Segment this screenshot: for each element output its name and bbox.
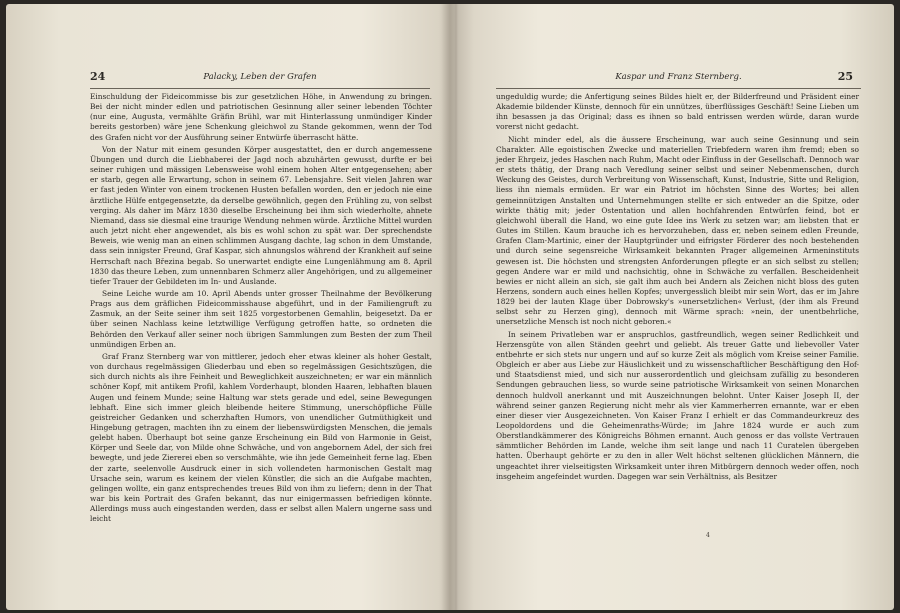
book-gutter: [438, 4, 474, 610]
right-running-head: [496, 72, 861, 86]
left-page-number: 24: [90, 70, 106, 83]
paragraph: Einschuldung der Fideicommisse bis zur gesetzlichen Höhe, in Anwendung zu bringen. Bei der nicht minder edlen und patriotischen Gesinnung aller seiner lebenden Töchter (nur eine, Augusta, vermählte Gräfin Brühl, war mit Hinterlassung unmündiger Kinder bereits gestorben) wäre jene Schenkung gleichwol zu Stande gekommen, wenn der Tod des Grafen nicht vor der Ausführung seiner Entwürfe überrascht hätte.: [90, 92, 432, 142]
paragraph: Seine Leiche wurde am 10. April Abends unter grosser Theilnahme der Bevölkerung Prags aus dem gräflichen Fideicommisshause abgeführt, und in der Familiengruft zu Zasmuk, an der Seite seiner ihm seit 1825 vorgestorbenen Gemahlin, beigesetzt. Da er über seinen Nachlass keine letztwillige Verfügung getroffen hatte, so ordneten die Behörden den Verkauf aller seiner noch übrigen Sammlungen zum Besten der zum Theil unmündigen Erben an.: [90, 288, 432, 349]
left-page-body: [90, 92, 432, 525]
paragraph: Nicht minder edel, als die äussere Erscheinung, war auch seine Gesinnung und sein Charakter. Alle egoistischen Zwecke und materiellen Triebfedern waren ihm fremd; eben so jeder Ehrgeiz, jedes Haschen nach Ruhm, Macht oder Einfluss in der Gesellschaft. Dennoch war er stets thätig, der Drang nach Veredlung seiner selbst und seiner Nebenmenschen, durch Weckung des Geistes, durch Verbreitung von Wissenschaft, Kunst, Industrie, Sitte und Religion, liess ihn niemals ermüden. Er war ein Patriot im höchsten Sinne des Wortes; bei allen gemeinnützigen Anstalten und Unternehmungen stellte er sich entweder an die Spitze, oder wirkte thätig mit; jeder Ostentation und allen hochfahrenden Entwürfen feind, bot er gleichwohl überall die Hand, wo eine gute Idee ins Werk zu setzen war; am liebsten that er Gutes im Stillen. Kaum brauche ich es hervorzuheben, dass er, neben seinem edlen Freunde, Grafen Clam-Martinic, einer der Hauptgründer und eifrigster Förderer des noch bestehenden und durch seine segensreiche Wirksamkeit bekannten Prager allgemeinen Armeninstituts gewesen ist. Die höchsten und strengsten Anforderungen pflegte er an sich selbst zu stellen; gegen Andere war er mild und nachsichtig, ohne in Schwäche zu verfallen. Bescheidenheit bewies er nicht allein an sich, sie galt ihm auch bei Andern als Zeichen nicht bloss des guten Herzens, sondern auch eines hellen Kopfes; unvergesslich bleibt mir sein Wort, das er im Jahre 1829 bei der lauten Klage über Dobrowsky's »unersetzlichen« Verlust, (der ihm als Freund selbst sehr zu Herzen ging), dennoch mit Wärme sprach: »nein, der unentbehrliche, unersetzliche Mensch ist noch nicht geboren.«: [496, 134, 859, 327]
left-page: [28, 4, 438, 610]
right-page-number: 25: [837, 70, 853, 83]
signature-mark: 4: [706, 532, 710, 539]
left-running-head: [90, 72, 430, 86]
paragraph: Von der Natur mit einem gesunden Körper ausgestattet, den er durch angemessene Übungen und durch die Liebhaberei der Jagd noch abzuhärten gewusst, durfte er bei seiner ruhigen und mässigen Lebensweise wohl einem hohen Alter entgegensehen; aber er starb, gegen alle Erwartung, schon in seinem 67. Lebensjahre. Seit vielen Jahren war er fast jeden Winter von einem trockenen Husten befallen worden, den er jedoch nie eine ärztliche Hülfe entgegensetzte, da derselbe gewöhnlich, gegen den Frühling zu, von selbst verging. Als daher im März 1830 dieselbe Erscheinung bei ihm sich wiederholte, ahnete Niemand, dass sie diesmal eine traurige Wendung nehmen würde. Ärztliche Mittel wurden auch jetzt nicht eher angewendet, als bis es wohl schon zu spät war. Der sprechendste Beweis, wie wenig man an einen schlimmen Ausgang dachte, lag schon in dem Umstande, dass sein innigster Freund, Graf Kaspar, sich ahnungslos während der Krankheit auf seine Herrschaft nach Březina begab. So unerwartet endigte eine Lungenlähmung am 8. April 1830 das theure Leben, zum unnennbaren Schmerz aller Angehörigen, und zu allgemeiner tiefer Trauer der Gebildeten im In- und Auslande.: [90, 144, 432, 286]
paragraph: In seinem Privatleben war er anspruchlos, gastfreundlich, wegen seiner Redlichkeit und Herzensgüte von allen Ständen geehrt und geliebt. Als treuer Gatte und liebevoller Vater entbehrte er sich stets nur ungern und auf so kurze Zeit als möglich vom Kreise seiner Familie. Obgleich er aber aus Liebe zur Häuslichkeit und zu wissenschaftlicher Beschäftigung den Hof- und Staatsdienst mied, und sich nur ausserordentlich und gleichsam zufällig zu besonderen Sendungen gebrauchen liess, so wurde seine patriotische Wirksamkeit von seinen Monarchen dennoch huldvoll anerkannt und mit Auszeichnungen belohnt. Unter Kaiser Joseph II, der während seiner ganzen Regierung nicht mehr als vier Kammerherren ernannte, war er eben einer dieser vier Ausgezeichneten. Von Kaiser Franz I erhielt er das Commandeurkreuz des Leopoldordens und die Geheimenraths-Würde; im Jahre 1824 wurde er auch zum Oberstlandkämmerer des Königreichs Böhmen ernannt. Auch genoss er das vollste Vertrauen sämmtlicher Behörden im Lande, welche ihm seit lange und nach 11 Curatelen übergeben hatten. Überhaupt gehörte er zu den in aller Welt höchst seltenen glücklichen Männern, die ungeachtet ihrer vielseitigsten Wirksamkeit unter ihren Mitbürgern dennoch weder offen, noch insgeheim angefeindet wurden. Dagegen war sein Verhältniss, als Besitzer: [496, 329, 859, 481]
paragraph: Graf Franz Sternberg war von mittlerer, jedoch eher etwas kleiner als hoher Gestalt, von durchaus regelmässigen Gliederbau und eben so regelmässigen Gesichtszügen, die sich durch nichts als ihre Feinheit und Beweglichkeit auszeichneten; er war ein männlich schöner Kopf, mit antikem Profil, kahlem Vorderhaupt, blonden Haaren, lebhaften blauen Augen und feinem Munde; seine Haltung war stets gerade und edel, seine Bewegungen lebhaft. Eine sich immer gleich bleibende heitere Stimmung, unerschöpfliche Fülle geistreicher Gedanken und scherzhaften Humors, von unendlicher Gutmüthigkeit und Hingebung getragen, machten ihn zu einem der liebenswürdigsten Menschen, die jemals gelebt haben. Überhaupt bot seine ganze Erscheinung ein Bild von Harmonie in Geist, Körper und Seele dar, von Milde ohne Schwäche, und von angebornem Adel, der sich frei bewegte, und jede Ziererei eben so verschmähte, wie ihn jede Gemeinheit ferne lag. Eben der zarte, seelenvolle Ausdruck einer in sich vollendeten harmonischen Gestalt mag Ursache sein, warum es keinem der vielen Künstler, die sich an die Aufgabe machten, gelingen wollte, ein ganz entsprechendes treues Bild von ihm zu liefern; denn in der That war bis kein Portrait des Grafen bekannt, das nur einigermassen befriedigen könnte. Allerdings muss auch eingestanden werden, dass er selbst allen Malern ungerne sass und leicht: [90, 351, 432, 524]
paragraph: ungeduldig wurde; die Anfertigung seines Bildes hielt er, der Bilderfreund und Präsident einer Akademie bildender Künste, dennoch für ein unnützes, überflüssiges Geschäft! Seine Lieben um ihn besassen ja das Original; dass es ihnen so bald entrissen werden würde, daran wurde vorerst nicht gedacht.: [496, 92, 859, 132]
left-running-title: Palacky, Leben der Grafen: [203, 72, 317, 82]
right-page: [476, 4, 881, 610]
right-running-title: Kaspar und Franz Sternberg.: [615, 72, 742, 82]
left-header-rule: [90, 88, 430, 89]
right-page-body: [496, 92, 859, 482]
book-spread: [6, 4, 894, 610]
right-header-rule: [496, 88, 861, 89]
